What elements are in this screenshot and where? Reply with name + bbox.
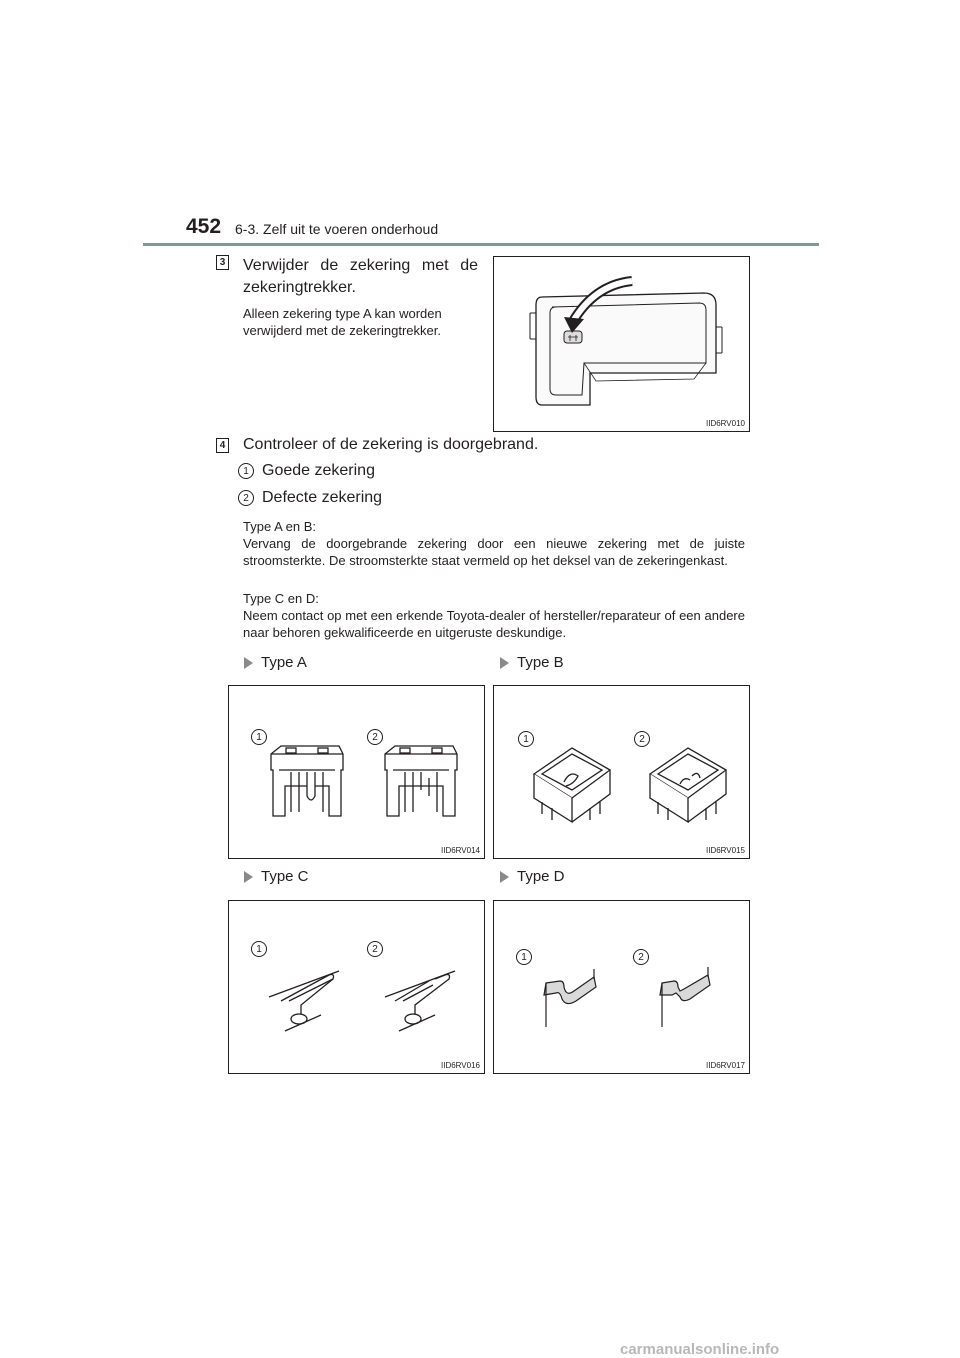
figure-code: IID6RV015 <box>706 846 745 855</box>
good-fuse-number: 1 <box>251 729 267 745</box>
watermark-link[interactable]: carmanualsonline.info <box>620 1341 780 1358</box>
step-4-title: Controleer of de zekering is doorgebrand. <box>243 436 539 453</box>
step-3-title <box>243 255 478 299</box>
para-2-head: Type C en D: <box>243 591 319 606</box>
triangle-bullet-icon <box>244 657 253 669</box>
section-title: 6-3. Zelf uit te voeren onderhoud <box>235 221 439 237</box>
step-3-note <box>243 305 483 339</box>
cartridge-fuse-illustration <box>494 686 749 858</box>
item-2-number: 2 <box>238 490 254 506</box>
step-4-badge: 4 <box>216 438 229 453</box>
type-b-figure <box>493 685 750 859</box>
good-fuse-number: 1 <box>518 731 534 747</box>
strip-fuse-illustration <box>494 901 749 1073</box>
type-d-heading <box>500 868 565 885</box>
step-3-title-line2: zekeringtrekker. <box>243 279 356 296</box>
triangle-bullet-icon <box>500 871 509 883</box>
type-c-figure <box>228 900 485 1074</box>
page-number: 452 <box>186 215 222 238</box>
figure-code: IID6RV016 <box>441 1061 480 1070</box>
blown-fuse-number: 2 <box>634 731 650 747</box>
good-fuse-number: 1 <box>251 941 267 957</box>
item-1-label: Goede zekering <box>262 462 375 479</box>
figure-code: IID6RV017 <box>706 1061 745 1070</box>
type-d-figure <box>493 900 750 1074</box>
blown-fuse-number: 2 <box>367 941 383 957</box>
figure-code: IID6RV014 <box>441 846 480 855</box>
type-a-heading <box>244 654 307 671</box>
step-3-badge: 3 <box>216 255 229 270</box>
type-b-label: Type B <box>517 654 564 671</box>
header-rule <box>143 243 819 246</box>
triangle-bullet-icon <box>244 871 253 883</box>
para-1-body: Vervang de doorgebrande zekering door een nieuwe zekering met de juiste stroomsterkte. De stroomsterkte staat vermeld op het deksel van de zekeringenkast. <box>243 536 745 568</box>
type-c-label: Type C <box>261 868 309 885</box>
type-d-label: Type D <box>517 868 565 885</box>
type-c-heading <box>244 868 309 885</box>
figure-code: IID6RV010 <box>706 419 745 428</box>
para-1-head: Type A en B: <box>243 519 316 534</box>
type-a-figure <box>228 685 485 859</box>
type-a-label: Type A <box>261 654 307 671</box>
blown-fuse-number: 2 <box>633 949 649 965</box>
type-b-heading <box>500 654 564 671</box>
fusible-link-illustration <box>229 901 484 1073</box>
blade-fuse-illustration <box>229 686 484 858</box>
step-3-note-line2: verwijderd met de zekeringtrekker. <box>243 323 441 338</box>
item-1-number: 1 <box>238 463 254 479</box>
good-fuse-number: 1 <box>516 949 532 965</box>
blown-fuse-number: 2 <box>367 729 383 745</box>
triangle-bullet-icon <box>500 657 509 669</box>
fuse-box-figure <box>493 256 750 432</box>
fuse-box-illustration <box>494 257 749 431</box>
para-2-body: Neem contact op met een erkende Toyota-dealer of hersteller/reparateur of een andere naar behoren gekwalificeerde en uitgeruste deskundige. <box>243 608 745 640</box>
step-3-title-line1: Verwijder de zekering met de <box>243 257 478 274</box>
step-3-note-line1: Alleen zekering type A kan worden <box>243 306 442 321</box>
item-2-label: Defecte zekering <box>262 489 383 506</box>
